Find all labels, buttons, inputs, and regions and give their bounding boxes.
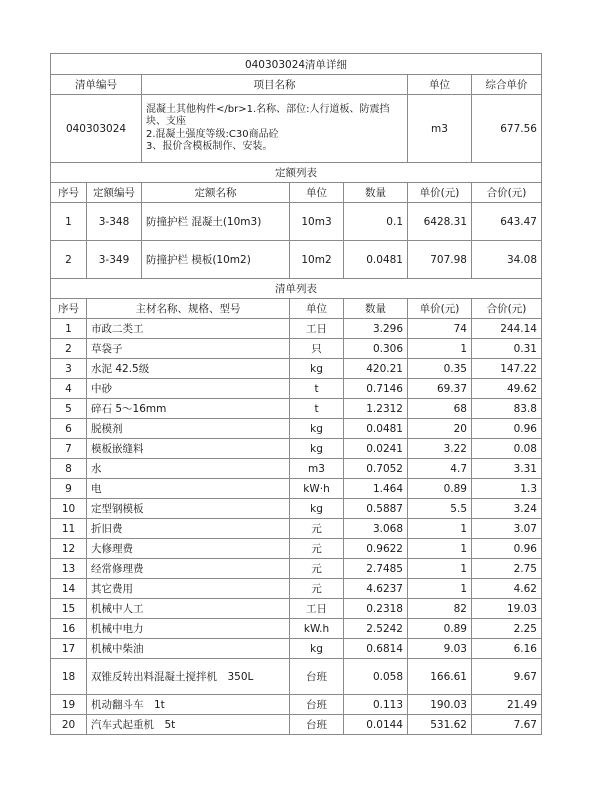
material-total: 3.31: [472, 459, 542, 479]
material-unit: 元: [290, 519, 344, 539]
material-qty: 0.5887: [344, 499, 408, 519]
material-seq: 19: [51, 695, 87, 715]
material-unit: t: [290, 379, 344, 399]
material-unit: 台班: [290, 695, 344, 715]
material-seq: 8: [51, 459, 87, 479]
material-unit: t: [290, 399, 344, 419]
material-name: 市政二类工: [87, 319, 290, 339]
material-seq: 3: [51, 359, 87, 379]
material-name-header: 主材名称、规格、型号: [87, 299, 290, 319]
material-total: 21.49: [472, 695, 542, 715]
material-unit: 元: [290, 579, 344, 599]
quota-name: 防撞护栏 混凝土(10m3): [142, 203, 290, 241]
material-name: 机械中人工: [87, 599, 290, 619]
material-total: 2.75: [472, 559, 542, 579]
material-price: 82: [408, 599, 472, 619]
material-row: [51, 319, 542, 339]
material-price: 0.89: [408, 479, 472, 499]
material-name: 水泥 42.5级: [87, 359, 290, 379]
quota-qty-header: 数量: [344, 183, 408, 203]
bill-description: [142, 95, 408, 163]
material-qty: 0.058: [344, 659, 408, 695]
material-row: [51, 499, 542, 519]
material-total: 6.16: [472, 639, 542, 659]
material-total: 0.96: [472, 539, 542, 559]
material-price: 68: [408, 399, 472, 419]
material-qty: 0.7146: [344, 379, 408, 399]
material-total: 1.3: [472, 479, 542, 499]
material-seq: 10: [51, 499, 87, 519]
material-qty: 0.7052: [344, 459, 408, 479]
material-seq: 16: [51, 619, 87, 639]
quota-code: 3-348: [87, 203, 142, 241]
material-price: 5.5: [408, 499, 472, 519]
material-row: [51, 639, 542, 659]
material-rows: [51, 319, 542, 735]
material-price: 69.37: [408, 379, 472, 399]
material-price-header: 单价(元): [408, 299, 472, 319]
material-name: 双锥反转出料混凝土搅拌机 350L: [87, 659, 290, 695]
material-qty: 0.0241: [344, 439, 408, 459]
material-seq: 11: [51, 519, 87, 539]
page-title: 040303024清单详细: [51, 54, 542, 75]
material-unit: kW.h: [290, 619, 344, 639]
material-qty: 0.2318: [344, 599, 408, 619]
material-seq: 20: [51, 715, 87, 735]
material-row: [51, 359, 542, 379]
material-row: [51, 539, 542, 559]
material-qty: 4.6237: [344, 579, 408, 599]
material-unit-header: 单位: [290, 299, 344, 319]
material-qty: 2.5242: [344, 619, 408, 639]
quota-qty: 0.1: [344, 203, 408, 241]
material-unit: kg: [290, 499, 344, 519]
quota-unit-header: 单位: [290, 183, 344, 203]
quota-price: 707.98: [408, 241, 472, 279]
material-row: [51, 439, 542, 459]
quota-price: 6428.31: [408, 203, 472, 241]
material-name: 机动翻斗车 1t: [87, 695, 290, 715]
quota-unit: 10m3: [290, 203, 344, 241]
material-unit: 工日: [290, 599, 344, 619]
material-qty: 2.7485: [344, 559, 408, 579]
material-qty: 0.306: [344, 339, 408, 359]
material-unit: 只: [290, 339, 344, 359]
material-seq: 17: [51, 639, 87, 659]
material-unit: 工日: [290, 319, 344, 339]
quota-code: 3-349: [87, 241, 142, 279]
material-price: 9.03: [408, 639, 472, 659]
material-seq: 4: [51, 379, 87, 399]
material-total: 7.67: [472, 715, 542, 735]
material-name: 经常修理费: [87, 559, 290, 579]
material-section-title: 清单列表: [51, 279, 542, 299]
material-qty: 3.068: [344, 519, 408, 539]
material-seq: 7: [51, 439, 87, 459]
material-price: 4.7: [408, 459, 472, 479]
material-qty: 0.0481: [344, 419, 408, 439]
material-name: 模板嵌缝料: [87, 439, 290, 459]
material-price: 1: [408, 559, 472, 579]
quota-total: 34.08: [472, 241, 542, 279]
material-price: 1: [408, 519, 472, 539]
bill-unit-price: 677.56: [472, 95, 542, 163]
material-name: 碎石 5～16mm: [87, 399, 290, 419]
material-seq: 2: [51, 339, 87, 359]
material-total: 49.62: [472, 379, 542, 399]
quota-row: [51, 241, 542, 279]
quota-seq-header: 序号: [51, 183, 87, 203]
material-row: [51, 419, 542, 439]
quota-seq: 1: [51, 203, 87, 241]
quota-row: [51, 203, 542, 241]
quota-code-header: 定额编号: [87, 183, 142, 203]
material-row: [51, 579, 542, 599]
bill-unit: m3: [408, 95, 472, 163]
material-qty: 420.21: [344, 359, 408, 379]
material-qty: 0.9622: [344, 539, 408, 559]
material-price: 3.22: [408, 439, 472, 459]
material-price: 1: [408, 539, 472, 559]
material-unit: kg: [290, 419, 344, 439]
material-unit: m3: [290, 459, 344, 479]
material-price: 1: [408, 339, 472, 359]
material-qty: 0.6814: [344, 639, 408, 659]
material-price: 166.61: [408, 659, 472, 695]
bill-detail-table: [50, 53, 542, 735]
material-qty: 1.2312: [344, 399, 408, 419]
material-seq: 15: [51, 599, 87, 619]
material-name: 草袋子: [87, 339, 290, 359]
material-price: 74: [408, 319, 472, 339]
material-seq: 6: [51, 419, 87, 439]
material-unit: 元: [290, 559, 344, 579]
material-unit: kg: [290, 639, 344, 659]
material-seq: 13: [51, 559, 87, 579]
material-total: 3.24: [472, 499, 542, 519]
material-total: 3.07: [472, 519, 542, 539]
material-row: [51, 459, 542, 479]
material-total: 0.96: [472, 419, 542, 439]
material-price: 531.62: [408, 715, 472, 735]
material-total-header: 合价(元): [472, 299, 542, 319]
material-qty: 0.113: [344, 695, 408, 715]
quota-unit: 10m2: [290, 241, 344, 279]
material-name: 折旧费: [87, 519, 290, 539]
material-name: 电: [87, 479, 290, 499]
material-name: 定型钢模板: [87, 499, 290, 519]
material-total: 0.08: [472, 439, 542, 459]
material-row: [51, 599, 542, 619]
material-price: 0.35: [408, 359, 472, 379]
material-row: [51, 379, 542, 399]
material-name: 中砂: [87, 379, 290, 399]
material-row: [51, 695, 542, 715]
material-price: 190.03: [408, 695, 472, 715]
material-unit: 台班: [290, 659, 344, 695]
bill-name-header: 项目名称: [142, 75, 408, 95]
material-total: 0.31: [472, 339, 542, 359]
material-name: 汽车式起重机 5t: [87, 715, 290, 735]
material-unit: kg: [290, 439, 344, 459]
material-name: 水: [87, 459, 290, 479]
quota-seq: 2: [51, 241, 87, 279]
material-price: 0.89: [408, 619, 472, 639]
bill-description-text: 混凝土其他构件</br>1.名称、部位:人行道板、防震挡块、支座 2.混凝土强度等级:C30商品砼 3、报价含模板制作、安装。: [146, 103, 390, 152]
material-total: 19.03: [472, 599, 542, 619]
material-qty: 3.296: [344, 319, 408, 339]
bill-code-header: 清单编号: [51, 75, 142, 95]
quota-name: 防撞护栏 模板(10m2): [142, 241, 290, 279]
material-row: [51, 479, 542, 499]
material-name: 机械中柴油: [87, 639, 290, 659]
quota-total-header: 合价(元): [472, 183, 542, 203]
bill-code: 040303024: [51, 95, 142, 163]
material-total: 83.8: [472, 399, 542, 419]
material-name: 脱模剂: [87, 419, 290, 439]
material-total: 9.67: [472, 659, 542, 695]
material-row: [51, 339, 542, 359]
material-seq: 5: [51, 399, 87, 419]
material-name: 机械中电力: [87, 619, 290, 639]
material-qty-header: 数量: [344, 299, 408, 319]
material-seq: 18: [51, 659, 87, 695]
material-unit: kg: [290, 359, 344, 379]
material-row: [51, 659, 542, 695]
material-row: [51, 559, 542, 579]
material-unit: kW·h: [290, 479, 344, 499]
material-total: 147.22: [472, 359, 542, 379]
material-seq: 14: [51, 579, 87, 599]
material-total: 4.62: [472, 579, 542, 599]
material-qty: 1.464: [344, 479, 408, 499]
material-row: [51, 519, 542, 539]
material-row: [51, 619, 542, 639]
material-unit: 元: [290, 539, 344, 559]
material-unit: 台班: [290, 715, 344, 735]
material-seq: 1: [51, 319, 87, 339]
bill-unit-price-header: 综合单价: [472, 75, 542, 95]
material-row: [51, 715, 542, 735]
material-seq: 9: [51, 479, 87, 499]
material-total: 244.14: [472, 319, 542, 339]
quota-name-header: 定额名称: [142, 183, 290, 203]
material-row: [51, 399, 542, 419]
quota-qty: 0.0481: [344, 241, 408, 279]
quota-price-header: 单价(元): [408, 183, 472, 203]
material-total: 2.25: [472, 619, 542, 639]
bill-unit-header: 单位: [408, 75, 472, 95]
material-price: 1: [408, 579, 472, 599]
material-seq-header: 序号: [51, 299, 87, 319]
material-qty: 0.0144: [344, 715, 408, 735]
material-price: 20: [408, 419, 472, 439]
quota-section-title: 定额列表: [51, 163, 542, 183]
material-seq: 12: [51, 539, 87, 559]
material-name: 大修理费: [87, 539, 290, 559]
material-name: 其它费用: [87, 579, 290, 599]
quota-total: 643.47: [472, 203, 542, 241]
